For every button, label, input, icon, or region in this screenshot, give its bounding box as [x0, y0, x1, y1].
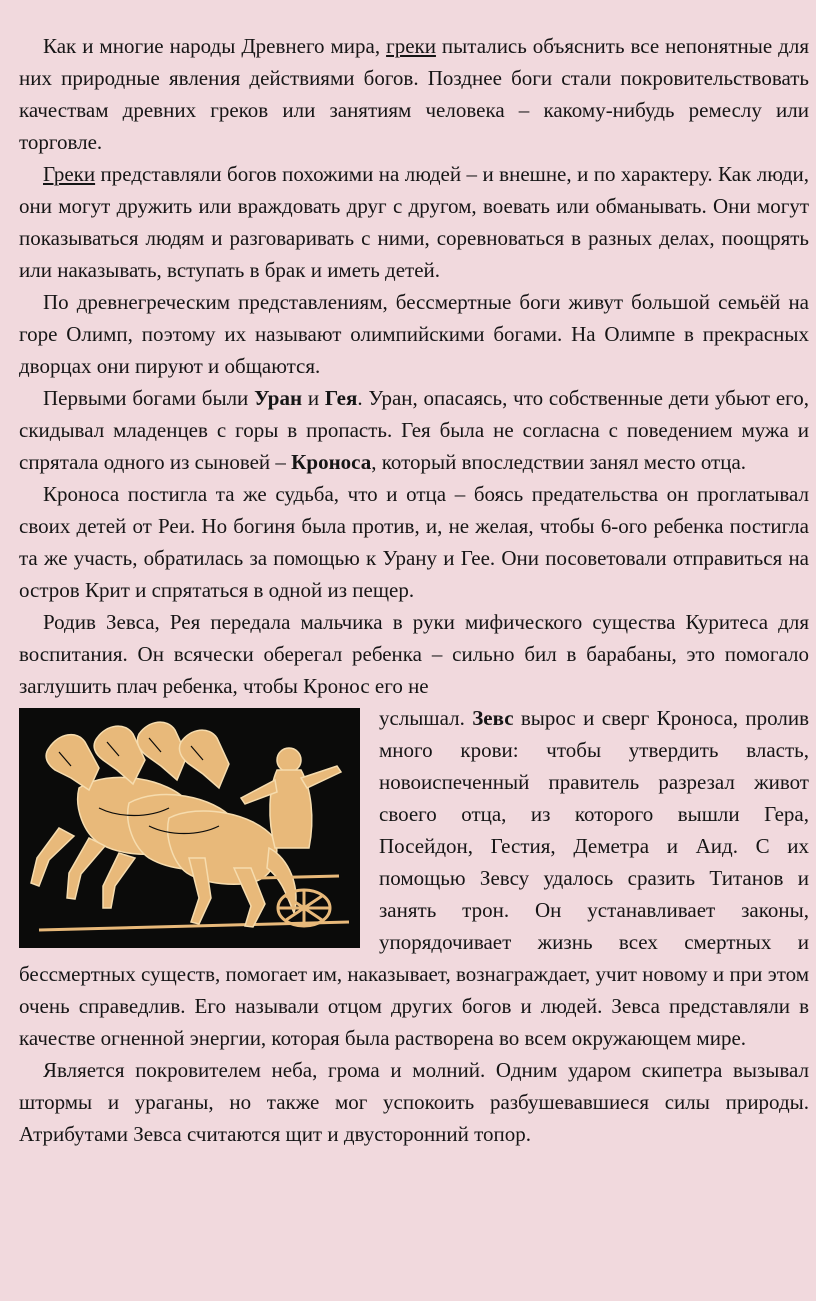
- paragraph-uranus-gaia: Первыми богами были Уран и Гея. Уран, опасаясь, что собственные дети убьют его, скидывал младенцев с горы в пропасть. Гея была не согласна с поведением мужа и спрятала одного из сыновей – Кроноса, который впоследствии занял место отца.: [19, 386, 809, 474]
- bold-kronos: Кроноса: [291, 450, 372, 474]
- paragraph-zeus-birth: Родив Зевса, Рея передала мальчика в руки мифического существа Куритеса для воспитания. Он всячески оберегал ребенка – сильно бил в барабаны, это помогало заглушить плач ребенка, чтобы Кронос его не: [19, 610, 809, 698]
- bold-uranus: Уран: [254, 386, 303, 410]
- paragraph-olympus: По древнегреческим представлениям, бессмертные боги живут большой семьёй на горе Олимп, поэтому их называют олимпийскими богами. На Олимпе в прекрасных дворцах они пируют и общаются.: [19, 290, 809, 378]
- bold-zeus: Зевс: [472, 706, 514, 730]
- paragraph-zeus-attributes: Является покровителем неба, грома и молний. Одним ударом скипетра вызывал штормы и ураганы, но также мог успокоить разбушевавшиеся силы природы. Атрибутами Зевса считаются щит и двусторонний топор.: [19, 1058, 809, 1146]
- paragraph-zeus-reign: услышал. Зевс вырос и сверг Кроноса, пролив много крови: чтобы утвердить власть, новоиспеченный правитель разрезал живот своего отца, из которого вышли Гера, Посейдон, Гестия, Деметра и Аид. С их помощью Зевсу удалось сразить Титанов и занять трон. Он устанавливает законы, упорядочивает жизнь всех смертных и бессмертных существ, помогает им, наказывает, вознаграждает, учит новому и при этом очень справедлив. Его называли отцом других богов и людей. Зевса представляли в качестве огненной энергии, которая была растворена во всем окружающем мире.: [19, 706, 809, 1050]
- chariot-illustration-icon: [19, 708, 360, 948]
- greeks-link[interactable]: греки: [386, 34, 436, 58]
- article-text: [19, 30, 809, 1150]
- zeus-chariot-image: [19, 708, 360, 948]
- paragraph-gods-like-people: Греки представляли богов похожими на людей – и внешне, и по характеру. Как люди, они могут дружить или враждовать друг с другом, воевать или обманывать. Они могут показываться людям и разговаривать с ними, соревноваться в разных делах, поощрять или наказывать, вступать в брак и иметь детей.: [19, 162, 809, 282]
- greeks-link-2[interactable]: Греки: [43, 162, 96, 186]
- paragraph-greeks-myths: Как и многие народы Древнего мира, греки пытались объяснить все непонятные для них природные явления действиями богов. Позднее боги стали покровительствовать качествам древних греков или занятиям человека – какому-нибудь ремеслу или торговле.: [19, 34, 809, 154]
- bold-gaia: Гея: [324, 386, 358, 410]
- paragraph-kronos-fate: Кроноса постигла та же судьба, что и отца – боясь предательства он проглатывал своих детей от Реи. Но богиня была против, и, не желая, чтобы 6-ого ребенка постигла та же участь, обратилась за помощью к Урану и Гее. Они посоветовали отправиться на остров Крит и спрятаться в одной из пещер.: [19, 482, 809, 602]
